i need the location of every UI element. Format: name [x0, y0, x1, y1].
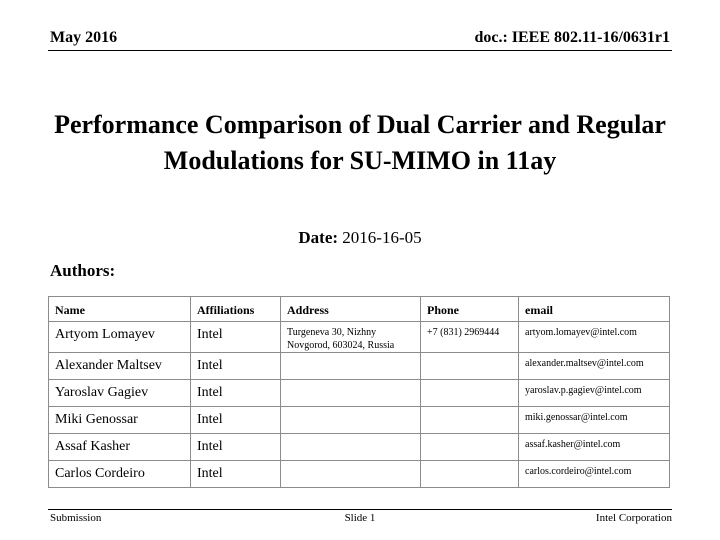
author-affiliation: Intel [191, 380, 281, 407]
author-phone [421, 407, 519, 434]
author-phone [421, 380, 519, 407]
header-phone: Phone [421, 297, 519, 322]
author-affiliation: Intel [191, 434, 281, 461]
author-affiliation: Intel [191, 461, 281, 488]
header-doc-number: doc.: IEEE 802.11-16/0631r1 [474, 29, 670, 46]
author-address [281, 353, 421, 380]
author-address [281, 380, 421, 407]
table-row [49, 353, 670, 380]
author-email: yaroslav.p.gagiev@intel.com [519, 380, 670, 407]
header-email: email [519, 297, 670, 322]
table-row [49, 380, 670, 407]
author-name: Artyom Lomayev [49, 322, 191, 353]
author-affiliation: Intel [191, 407, 281, 434]
table-row [49, 322, 670, 353]
author-phone [421, 353, 519, 380]
header-address: Address [281, 297, 421, 322]
header-affiliations: Affiliations [191, 297, 281, 322]
author-phone [421, 434, 519, 461]
author-email: artyom.lomayev@intel.com [519, 322, 670, 353]
author-address [281, 434, 421, 461]
footer-submission: Submission [50, 512, 102, 524]
author-name: Miki Genossar [49, 407, 191, 434]
table-header-row [49, 297, 670, 322]
author-address: Turgeneva 30, Nizhny Novgorod, 603024, Russia [281, 322, 421, 353]
author-address [281, 461, 421, 488]
header-name: Name [49, 297, 191, 322]
date-value: 2016-16-05 [342, 228, 422, 247]
authors-label: Authors: [50, 261, 116, 280]
author-phone: +7 (831) 2969444 [421, 322, 519, 353]
author-address [281, 407, 421, 434]
author-email: assaf.kasher@intel.com [519, 434, 670, 461]
date-line [0, 228, 720, 248]
author-email: carlos.cordeiro@intel.com [519, 461, 670, 488]
author-phone [421, 461, 519, 488]
author-name: Yaroslav Gagiev [49, 380, 191, 407]
date-label: Date: [298, 228, 339, 247]
footer-slide-number: Slide 1 [344, 512, 376, 524]
header-date: May 2016 [50, 29, 118, 46]
author-affiliation: Intel [191, 353, 281, 380]
author-name: Assaf Kasher [49, 434, 191, 461]
table-row [49, 461, 670, 488]
author-name: Alexander Maltsev [49, 353, 191, 380]
table-row [49, 407, 670, 434]
table-row [49, 434, 670, 461]
author-name: Carlos Cordeiro [49, 461, 191, 488]
author-email: alexander.maltsev@intel.com [519, 353, 670, 380]
author-affiliation: Intel [191, 322, 281, 353]
header-divider [48, 50, 672, 51]
footer-company: Intel Corporation [595, 512, 672, 524]
footer-divider [48, 509, 672, 510]
slide-title: Performance Comparison of Dual Carrier and Regular Modulations for SU-MIMO in 11ay [54, 110, 666, 175]
authors-table [48, 296, 670, 488]
author-email: miki.genossar@intel.com [519, 407, 670, 434]
